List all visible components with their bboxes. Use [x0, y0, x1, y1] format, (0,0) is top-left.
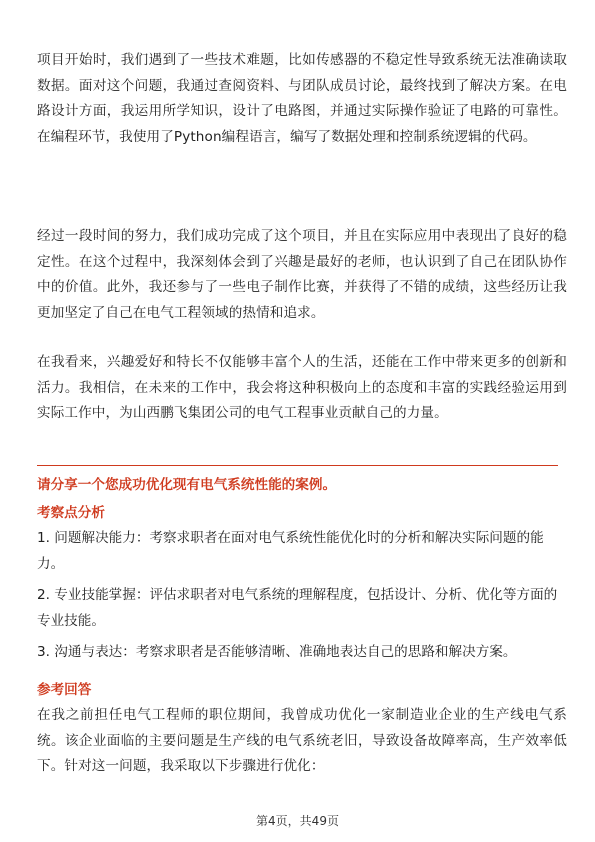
answer-text: 在我之前担任电气工程师的职位期间，我曾成功优化一家制造业企业的生产线电气系统。该企业面临的主要问题是生产线的电气系统老旧，导致设备故障率高，生产效率低下。针对这一问题，我采取以下步骤进行优化：	[37, 707, 567, 774]
page-number-footer: 第4页，共49页	[256, 814, 339, 828]
paragraph-project-results: 经过一段时间的努力，我们成功完成了这个项目，并且在实际应用中表现出了良好的稳定性。在这个过程中，我深刻体会到了兴趣是最好的老师，也认识到了自己在团队协作中的价值。此外，我还参与了一些电子制作比赛，并获得了不错的成绩，这些经历让我更加坚定了自己在电气工程领域的热情和追求。	[37, 228, 567, 321]
analysis-item-3: 3. 沟通与表达：考察求职者是否能够清晰、准确地表达自己的思路和解决方案。	[37, 644, 517, 660]
analysis-item-2: 2. 专业技能掌握：评估求职者对电气系统的理解程度，包括设计、分析、优化等方面的专业技能。	[37, 587, 558, 629]
analysis-heading: 考察点分析	[37, 505, 105, 521]
paragraph-interests-view: 在我看来，兴趣爱好和特长不仅能够丰富个人的生活，还能在工作中带来更多的创新和活力。我相信，在未来的工作中，我会将这种积极向上的态度和丰富的实践经验运用到实际工作中，为山西鹏飞集团公司的电气工程事业贡献自己的力量。	[37, 354, 567, 421]
section-divider	[37, 465, 558, 466]
answer-heading: 参考回答	[37, 682, 92, 698]
interview-question: 请分享一个您成功优化现有电气系统性能的案例。	[37, 477, 337, 493]
analysis-item-1: 1. 问题解决能力：考察求职者在面对电气系统性能优化时的分析和解决实际问题的能力。	[37, 530, 544, 572]
paragraph-project-challenges: 项目开始时，我们遇到了一些技术难题，比如传感器的不稳定性导致系统无法准确读取数据。面对这个问题，我通过查阅资料、与团队成员讨论，最终找到了解决方案。在电路设计方面，我运用所学知识，设计了电路图，并通过实际操作验证了电路的可靠性。在编程环节，我使用了Python编程语言，编写了数据处理和控制系统逻辑的代码。	[37, 52, 567, 145]
